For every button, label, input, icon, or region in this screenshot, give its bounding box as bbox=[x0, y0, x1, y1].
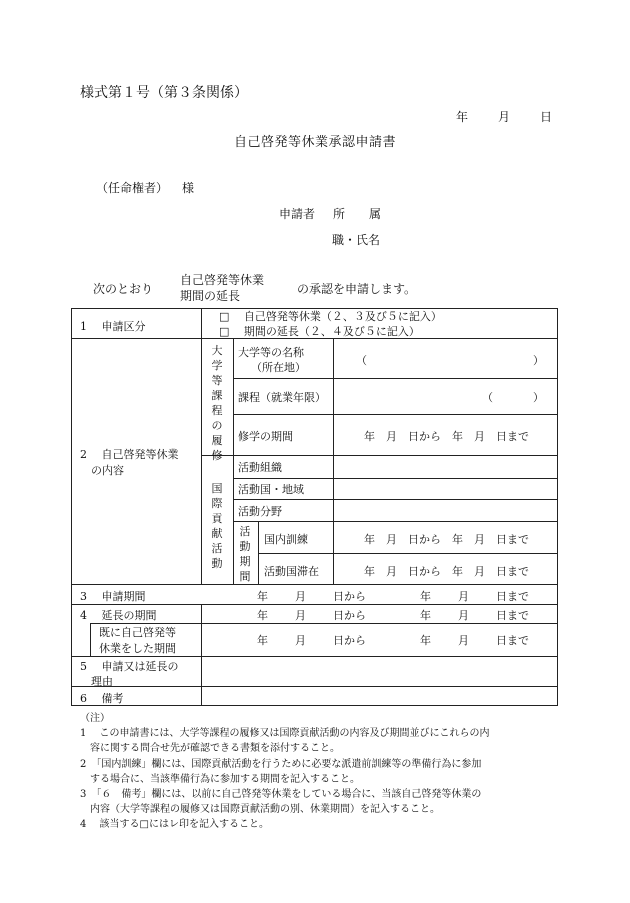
prior-leave-label: 既に自己啓発等 bbox=[99, 626, 176, 639]
university-location-label: （所在地） bbox=[251, 361, 306, 374]
row-divider bbox=[71, 686, 558, 687]
intro-option-leave: 自己啓発等休業 bbox=[180, 273, 265, 287]
applicant-label: 申請者 bbox=[279, 207, 316, 221]
application-type-label: 1 申請区分 bbox=[80, 320, 146, 333]
university-name-label: 大学等の名称 bbox=[238, 346, 304, 359]
range-month: 月 bbox=[295, 634, 306, 647]
date-day: 日 bbox=[540, 110, 553, 124]
row-divider bbox=[233, 378, 558, 379]
row-divider bbox=[233, 478, 558, 479]
intro-prefix: 次のとおり bbox=[93, 282, 154, 296]
date-year: 年 bbox=[456, 110, 469, 124]
domestic-training-period: 年 月 日から 年 月 日まで bbox=[364, 533, 529, 546]
international-activity-vertical-label: 国際貢献活動 bbox=[211, 482, 223, 570]
note-2-cont: する場合に、当該準備行為に参加する期間を記入すること。 bbox=[80, 773, 360, 785]
range-month: 月 bbox=[295, 609, 306, 622]
range-month: 月 bbox=[295, 590, 306, 603]
range-year: 年 bbox=[257, 609, 268, 622]
course-label: 課程（就業年限） bbox=[238, 391, 326, 404]
range-until: 日まで bbox=[496, 609, 529, 622]
note-2: 2 「国内訓練」欄には、国際貢献活動を行うために必要な派遣前訓練等の準備行為に参加 bbox=[80, 758, 482, 770]
row-divider bbox=[233, 521, 558, 522]
range-year: 年 bbox=[257, 634, 268, 647]
remarks-label: 6 備考 bbox=[80, 692, 124, 705]
reason-label: 5 申請又は延長の bbox=[80, 660, 179, 673]
range-month: 月 bbox=[458, 590, 469, 603]
note-3: 3 「６ 備考」欄には、以前に自己啓発等休業をしている場合に、当該自己啓発等休業の bbox=[80, 789, 482, 801]
stay-label: 活動国滞在 bbox=[264, 565, 319, 578]
range-from: 日から bbox=[333, 590, 366, 603]
activity-field-label: 活動分野 bbox=[238, 505, 282, 518]
range-until: 日まで bbox=[496, 590, 529, 603]
extension-period-label: 4 延長の期間 bbox=[80, 609, 157, 622]
col-divider bbox=[90, 623, 91, 656]
note-1: 1 この申請書には、大学等課程の履修又は国際貢献活動の内容及び期間並びにこれらの内 bbox=[80, 728, 490, 740]
range-year: 年 bbox=[420, 590, 431, 603]
range-year: 年 bbox=[420, 634, 431, 647]
leave-content-label: 2 自己啓発等休業 bbox=[80, 448, 179, 461]
appointer-label: （任命権者） bbox=[96, 181, 169, 195]
note-1-cont: 容に関する問合せ先が確認できる書類を添付すること。 bbox=[80, 743, 340, 755]
col-divider bbox=[258, 521, 259, 584]
domestic-training-label: 国内訓練 bbox=[264, 533, 308, 546]
range-from: 日から bbox=[333, 609, 366, 622]
paren-close: ） bbox=[533, 391, 544, 404]
range-from: 日から bbox=[333, 634, 366, 647]
notes-heading: （注） bbox=[80, 713, 110, 724]
note-3-cont: 内容（大学等課程の履修又は国際貢献活動の別、休業期間）を記入すること。 bbox=[80, 804, 440, 816]
date-month: 月 bbox=[498, 110, 511, 124]
appointer-honorific: 様 bbox=[182, 181, 195, 195]
intro-suffix: の承認を申請します。 bbox=[297, 282, 417, 296]
row-divider bbox=[71, 656, 558, 657]
checkbox-self-development-leave[interactable]: □ 自己啓発等休業（２、３及び５に記入） bbox=[219, 310, 442, 323]
range-year: 年 bbox=[420, 609, 431, 622]
note-4: 4 該当する□にはレ印を記入すること。 bbox=[80, 819, 269, 831]
affiliation-label: 所 属 bbox=[333, 207, 382, 221]
row-divider bbox=[233, 414, 558, 415]
col-divider bbox=[233, 338, 234, 584]
paren-open: （ bbox=[482, 391, 493, 404]
organization-label: 活動組織 bbox=[238, 461, 282, 474]
col-divider bbox=[201, 308, 202, 584]
document-title: 自己啓発等休業承認申請書 bbox=[233, 135, 396, 150]
col-divider bbox=[333, 338, 334, 584]
stay-period: 年 月 日から 年 月 日まで bbox=[364, 565, 529, 578]
leave-content-label-2: の内容 bbox=[91, 464, 124, 477]
row-divider bbox=[71, 604, 558, 605]
range-month: 月 bbox=[458, 609, 469, 622]
intro-option-extension: 期間の延長 bbox=[180, 289, 241, 303]
checkbox-period-extension[interactable]: □ 期間の延長（２、４及び５に記入） bbox=[219, 325, 420, 338]
study-period-value: 年 月 日から 年 月 日まで bbox=[364, 430, 529, 443]
paren-close: ） bbox=[533, 354, 544, 367]
prior-leave-label-2: 休業をした期間 bbox=[99, 642, 176, 655]
notes-section bbox=[80, 711, 560, 833]
study-period-label: 修学の期間 bbox=[238, 430, 293, 443]
range-year: 年 bbox=[257, 590, 268, 603]
reason-label-2: 理由 bbox=[91, 675, 113, 688]
activity-period-vertical-label: 活動期間 bbox=[239, 525, 251, 583]
application-period-label: 3 申請期間 bbox=[80, 590, 146, 603]
paren-open: （ bbox=[356, 354, 367, 367]
row-divider bbox=[258, 553, 558, 554]
range-month: 月 bbox=[458, 634, 469, 647]
country-region-label: 活動国・地域 bbox=[238, 483, 304, 496]
col-divider bbox=[201, 604, 202, 706]
row-divider bbox=[233, 499, 558, 500]
row-divider bbox=[71, 584, 558, 585]
position-name-label: 職・氏名 bbox=[332, 233, 381, 247]
university-course-vertical-label: 大学等課程の履修 bbox=[211, 344, 223, 462]
row-divider bbox=[201, 455, 558, 456]
form-number: 様式第１号（第３条関係） bbox=[80, 85, 248, 101]
range-until: 日まで bbox=[496, 634, 529, 647]
